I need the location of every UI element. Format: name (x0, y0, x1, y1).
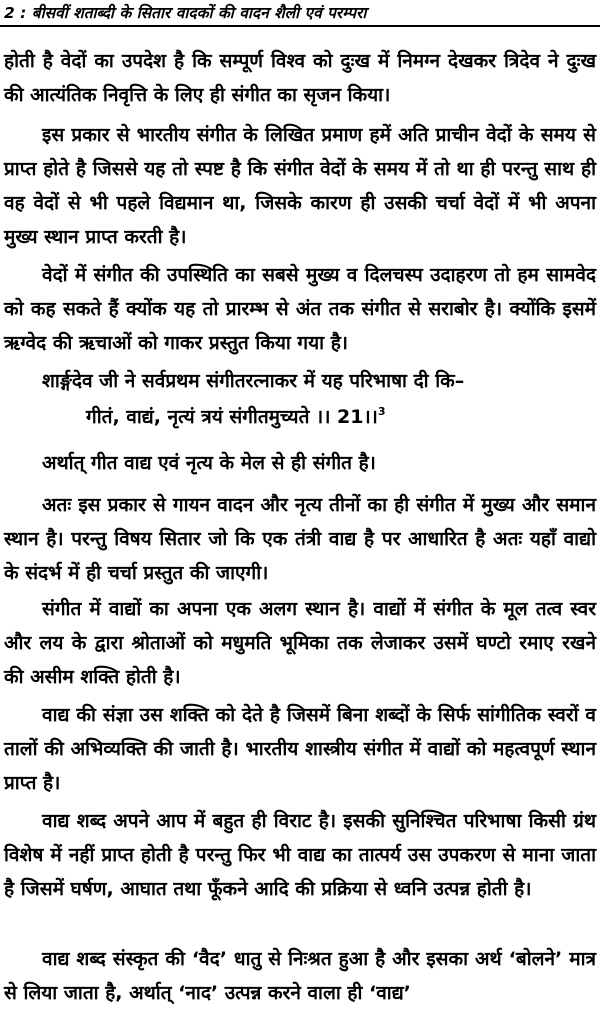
paragraph: वेदों में संगीत की उपस्थिति का सबसे मुख्य व दिलचस्प उदाहरण तो हम सामवेद को कह सकते हैं क्योंक यह तो प्रारम्भ से अंत तक संगीत से सराबोर है। क्योंकि इसमें ऋग्वेद की ऋचाओं को गाकर प्रस्तुत किया गया है। (4, 264, 596, 354)
paragraph: वाद्य की संज्ञा उस शक्ति को देते है जिसमें बिना शब्दों के सिर्फ सांगीतिक स्वरों व तालों की अभिव्यक्ति की जाती है। भारतीय शास्त्रीय संगीत में वाद्यों को महत्वपूर्ण स्थान प्राप्त है। (4, 704, 596, 794)
paragraph: वाद्य शब्द संस्कृत की ‘वैद’ धातु से निःश्रत हुआ है और इसका अर्थ ‘बोलने’ मात्र से लिया जाता है, अर्थात् ‘नाद’ उत्पन्न करने वाला ही ‘वाद्य’ (4, 948, 596, 1004)
header-rule (0, 25, 600, 27)
paragraph: अतः इस प्रकार से गायन वादन और नृत्य तीनों का ही संगीत में मुख्य और समान स्थान है। परन्तु विषय सितार जो कि एक तंत्री वाद्य है पर आधारित है अतः यहाँ वाद्यो के संदर्भ में ही चर्चा प्रस्तुत की जाएगी। (4, 494, 596, 584)
paragraph: इस प्रकार से भारतीय संगीत के लिखित प्रमाण हमें अति प्राचीन वेदों के समय से प्राप्त होते है जिससे यह तो स्पष्ट है कि संगीत वेदों के समय में तो था ही परन्तु साथ ही वह वेदों से भी पहले विद्यमान था, जिसके कारण ही उसकी चर्चा वेदों में भी अपना मुख्य स्थान प्राप्त करती है। (4, 124, 596, 248)
paragraph-continuation: होती है वेदों का उपदेश है कि सम्पूर्ण विश्व को दुःख में निमग्न देखकर त्रिदेव ने दुःख की आत्यंतिक निवृत्ति के लिए ही संगीत का सृजन किया। (4, 50, 596, 106)
paragraph: शार्ङ्गदेव जी ने सर्वप्रथम संगीतरत्नाकर में यह परिभाषा दी कि– (42, 370, 465, 392)
paragraph: संगीत में वाद्यों का अपना एक अलग स्थान है। वाद्यों में संगीत के मूल तत्व स्वर और लय के द्वारा श्रोताओं को मधुमति भूमिका तक लेजाकर उसमें घण्टो रमाए रखने की असीम शक्ति होती है। (4, 598, 596, 688)
paragraph: अर्थात् गीत वाद्य एवं नृत्य के मेल से ही संगीत है। (42, 452, 376, 474)
sanskrit-verse (86, 400, 586, 434)
running-head: 2 : बीसवीं शताब्दी के सितार वादकों की वादन शैली एवं परम्परा (4, 4, 367, 22)
paragraph: वाद्य शब्द अपने आप में बहुत ही विराट है। इसकी सुनिश्चित परिभाषा किसी ग्रंथ विशेष में नहीं प्राप्त होती है परन्तु फिर भी वाद्य का तात्पर्य उस उपकरण से माना जाता है जिसमें घर्षण, आघात तथा फूँकने आदि की प्रक्रिया से ध्वनि उत्पन्न होती है। (4, 810, 596, 900)
verse-text: गीतं, वाद्यं, नृत्यं त्रयं संगीतमुच्यते ।। 21।। (86, 406, 378, 428)
footnote-ref: 3 (377, 405, 386, 418)
